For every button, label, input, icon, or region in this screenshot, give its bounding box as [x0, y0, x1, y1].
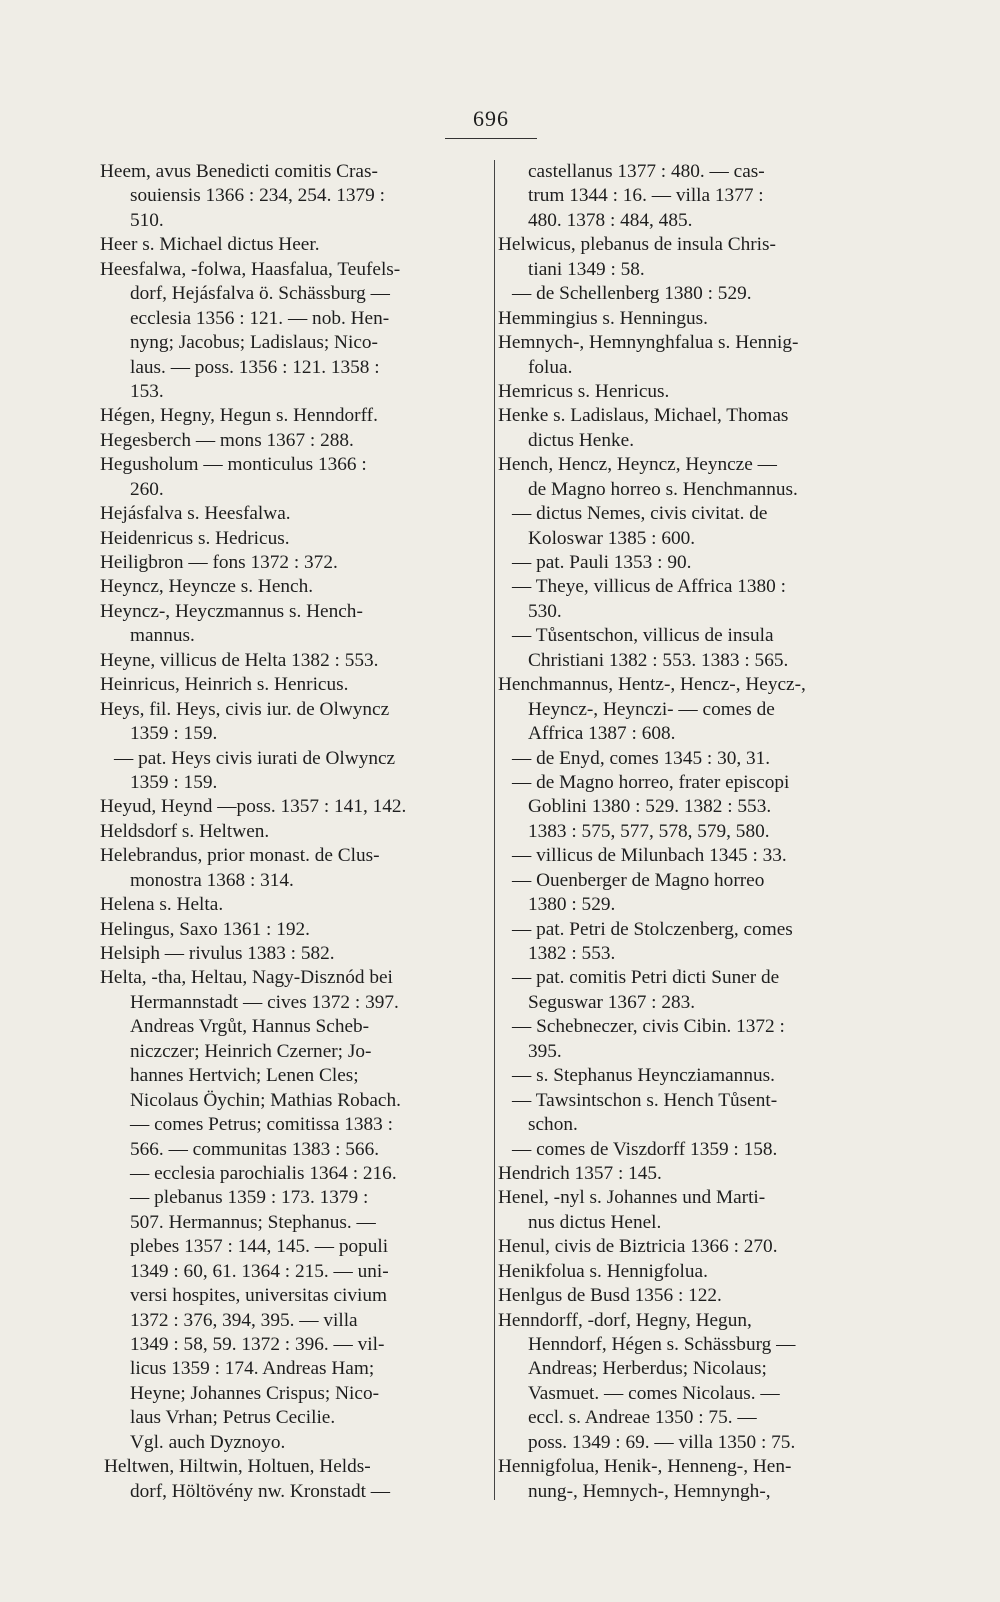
index-line: — ecclesia parochialis 1364 : 216. [130, 1162, 397, 1184]
index-line: — Tawsintschon s. Hench Tůsent- [512, 1089, 778, 1111]
index-line: Henndorf, Hégen s. Schässburg — [528, 1334, 796, 1355]
index-line: Affrica 1387 : 608. [528, 723, 676, 745]
index-line: — pat. Heys civis iurati de Olwyncz [114, 747, 396, 769]
index-line: Hendrich 1357 : 145. [498, 1162, 662, 1184]
index-line: licus 1359 : 174. Andreas Ham; [130, 1358, 375, 1380]
index-line: Hegesberch — mons 1367 : 288. [100, 429, 354, 451]
index-line: Heltwen, Hiltwin, Holtuen, Helds- [104, 1456, 371, 1478]
index-line: nyng; Jacobus; Ladislaus; Nico- [130, 332, 378, 354]
index-line: — dictus Nemes, civis civitat. de [512, 503, 768, 525]
index-line: Heesfalwa, -folwa, Haasfalua, Teufels- [100, 258, 401, 280]
index-line: hannes Hertvich; Lenen Cles; [130, 1065, 359, 1087]
index-line: — villicus de Milunbach 1345 : 33. [512, 845, 787, 867]
index-line: laus Vrhan; Petrus Cecilie. [130, 1407, 336, 1429]
index-line: 153. [130, 380, 164, 402]
index-line: Seguswar 1367 : 283. [528, 991, 696, 1013]
left-column [100, 160, 483, 1504]
index-line: ecclesia 1356 : 121. — nob. Hen- [130, 307, 390, 329]
index-line: Hemnych-, Hemnynghfalua s. Hennig- [498, 332, 799, 354]
index-line: — de Enyd, comes 1345 : 30, 31. [512, 747, 771, 769]
index-line: — pat. Petri de Stolczenberg, comes [512, 918, 793, 940]
index-line: dorf, Höltövény nw. Kronstadt — [130, 1480, 391, 1502]
index-line: nung-, Hemnych-, Hemnyngh-, [528, 1480, 771, 1502]
index-line: Henndorff, -dorf, Hegny, Hegun, [498, 1309, 752, 1331]
index-line: 395. [528, 1040, 562, 1062]
index-line: Hench, Hencz, Heyncz, Heyncze — [498, 454, 777, 476]
index-line: Henikfolua s. Hennigfolua. [498, 1260, 708, 1282]
index-line: versi hospites, universitas civium [130, 1285, 388, 1307]
index-line: Heyud, Heynd —poss. 1357 : 141, 142. [100, 796, 407, 818]
index-line: trum 1344 : 16. — villa 1377 : [528, 185, 764, 207]
index-line: Helebrandus, prior monast. de Clus- [100, 845, 380, 867]
index-line: monostra 1368 : 314. [130, 869, 294, 891]
index-line: Henel, -nyl s. Johannes und Marti- [498, 1187, 766, 1209]
index-line: Helena s. Helta. [100, 894, 224, 916]
index-line: Henul, civis de Biztricia 1366 : 270. [498, 1236, 778, 1258]
index-line: Christiani 1382 : 553. 1383 : 565. [528, 649, 789, 671]
index-line: Vasmuet. — comes Nicolaus. — [528, 1382, 780, 1404]
index-line: Hemricus s. Henricus. [498, 380, 670, 402]
index-line: eccl. s. Andreae 1350 : 75. — [528, 1407, 757, 1429]
index-line: dictus Henke. [528, 429, 635, 451]
index-line: 510. [130, 209, 164, 231]
index-line: castellanus 1377 : 480. — cas- [528, 161, 765, 182]
index-line: — s. Stephanus Heyncziamannus. [512, 1065, 775, 1087]
index-line: Heer s. Michael dictus Heer. [100, 234, 320, 256]
index-line: poss. 1349 : 69. — villa 1350 : 75. [528, 1431, 796, 1453]
index-line: Helwicus, plebanus de insula Chris- [498, 234, 776, 256]
index-line: — Tůsentschon, villicus de insula [512, 625, 774, 647]
index-line: — Theye, villicus de Affrica 1380 : [512, 576, 786, 598]
index-line: — pat. comitis Petri dicti Suner de [512, 967, 780, 989]
index-line: de Magno horreo s. Henchmannus. [528, 478, 798, 500]
index-line: Goblini 1380 : 529. 1382 : 553. [528, 796, 772, 818]
index-line: Nicolaus Öychin; Mathias Robach. [130, 1089, 401, 1111]
index-line: Henke s. Ladislaus, Michael, Thomas [498, 405, 789, 427]
index-line: Heyne; Johannes Crispus; Nico- [130, 1382, 380, 1404]
index-line: Andreas; Herberdus; Nicolaus; [528, 1358, 767, 1380]
index-line: Hemmingius s. Henningus. [498, 307, 708, 329]
index-line: 507. Hermannus; Stephanus. — [130, 1211, 376, 1233]
index-line: niczczer; Heinrich Czerner; Jo- [130, 1040, 372, 1062]
index-line: Heem, avus Benedicti comitis Cras- [100, 161, 378, 182]
index-line: Hermannstadt — cives 1372 : 397. [130, 991, 399, 1013]
index-line: Vgl. auch Dyznoyo. [130, 1431, 286, 1453]
index-line: Heyne, villicus de Helta 1382 : 553. [100, 649, 379, 671]
index-line: 1372 : 376, 394, 395. — villa [130, 1309, 358, 1331]
index-line: — de Schellenberg 1380 : 529. [512, 283, 752, 305]
index-line: 480. 1378 : 484, 485. [528, 209, 693, 231]
index-line: — pat. Pauli 1353 : 90. [512, 552, 692, 573]
index-line: 1380 : 529. [528, 894, 616, 916]
index-line: 1382 : 553. [528, 943, 616, 964]
index-line: 1383 : 575, 577, 578, 579, 580. [528, 820, 770, 842]
index-line: Heys, fil. Heys, civis iur. de Olwyncz [100, 698, 390, 720]
index-line: Hennigfolua, Henik-, Henneng-, Hen- [498, 1456, 792, 1478]
index-line: — de Magno horreo, frater episcopi [512, 771, 790, 793]
index-line: Henchmannus, Hentz-, Hencz-, Heycz-, [498, 674, 806, 696]
index-line: Koloswar 1385 : 600. [528, 527, 696, 549]
index-line: Hegusholum — monticulus 1366 : [100, 454, 367, 476]
index-line: laus. — poss. 1356 : 121. 1358 : [130, 356, 380, 378]
index-line: dorf, Hejásfalva ö. Schässburg — [130, 283, 390, 305]
index-line: — Schebneczer, civis Cibin. 1372 : [512, 1016, 785, 1038]
index-line: 260. [130, 478, 164, 500]
index-line: plebes 1357 : 144, 145. — populi [130, 1236, 389, 1258]
index-line: Henlgus de Busd 1356 : 122. [498, 1285, 722, 1307]
index-line: — comes de Viszdorff 1359 : 158. [512, 1138, 778, 1160]
index-line: 1359 : 159. [130, 723, 218, 745]
index-line: Heinricus, Heinrich s. Henricus. [100, 674, 349, 696]
index-line: 1349 : 60, 61. 1364 : 215. — uni- [130, 1260, 389, 1282]
index-line: Heiligbron — fons 1372 : 372. [100, 552, 338, 573]
index-line: Heyncz-, Heynczi- — comes de [528, 698, 775, 720]
index-line: 1359 : 159. [130, 771, 218, 793]
index-line: 1349 : 58, 59. 1372 : 396. — vil- [130, 1334, 385, 1355]
index-line: 530. [528, 600, 562, 622]
index-line: Heyncz, Heyncze s. Hench. [100, 576, 314, 598]
index-line: Helta, -tha, Heltau, Nagy-Disznód bei [100, 967, 393, 989]
right-column [498, 160, 886, 1504]
index-line: — comes Petrus; comitissa 1383 : [130, 1114, 393, 1136]
index-line: schon. [528, 1114, 578, 1136]
index-line: Heyncz-, Heyczmannus s. Hench- [100, 600, 363, 622]
index-line: Hégen, Hegny, Hegun s. Henndorff. [100, 405, 378, 427]
index-line: — Ouenberger de Magno horreo [512, 869, 765, 891]
index-line: tiani 1349 : 58. [528, 258, 645, 280]
index-line: — plebanus 1359 : 173. 1379 : [130, 1187, 369, 1209]
page-number: 696 [473, 106, 509, 131]
index-line: mannus. [130, 625, 195, 647]
page-number-rule [445, 138, 537, 139]
column-divider [494, 160, 495, 1500]
index-line: Heldsdorf s. Heltwen. [100, 820, 270, 842]
index-line: Heidenricus s. Hedricus. [100, 527, 290, 549]
index-line: 566. — communitas 1383 : 566. [130, 1138, 380, 1160]
index-line: souiensis 1366 : 234, 254. 1379 : [130, 185, 385, 207]
index-line: Helingus, Saxo 1361 : 192. [100, 918, 310, 940]
index-line: nus dictus Henel. [528, 1211, 662, 1233]
index-line: Helsiph — rivulus 1383 : 582. [100, 943, 335, 964]
index-line: Andreas Vrgůt, Hannus Scheb- [130, 1016, 370, 1038]
index-line: folua. [528, 356, 573, 378]
index-line: Hejásfalva s. Heesfalwa. [100, 503, 291, 525]
